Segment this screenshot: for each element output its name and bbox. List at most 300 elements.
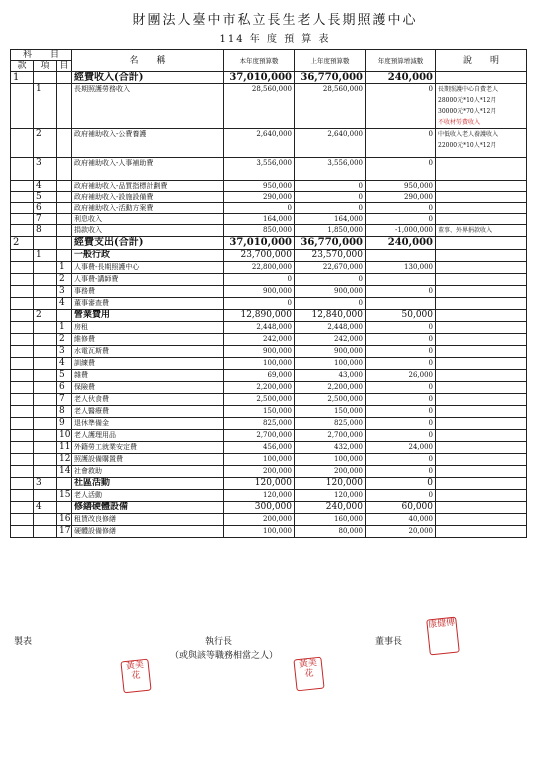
table-row xyxy=(11,418,527,430)
table-row xyxy=(11,250,527,262)
cell-kuan xyxy=(11,310,34,322)
cell-kuan xyxy=(11,394,34,406)
cell-xiang: 1 xyxy=(34,250,57,262)
seal-stamp-chairman: 康健傳 xyxy=(426,617,460,656)
cell-xiang: 5 xyxy=(34,192,57,203)
cell-mu xyxy=(57,310,72,322)
table-row xyxy=(11,286,527,298)
cell-current: 120,000 xyxy=(224,478,295,490)
table-row xyxy=(11,129,527,158)
cell-current: 242,000 xyxy=(224,334,295,346)
cell-current: 2,500,000 xyxy=(224,394,295,406)
cell-current: 12,890,000 xyxy=(224,310,295,322)
cell-current: 69,000 xyxy=(224,370,295,382)
cell-xiang xyxy=(34,430,57,442)
cell-change: 0 xyxy=(366,490,436,502)
cell-name: 人事費-長期照護中心 xyxy=(72,262,224,274)
cell-change: 0 xyxy=(366,466,436,478)
cell-mu: 17 xyxy=(57,526,72,538)
cell-mu xyxy=(57,237,72,250)
cell-change: 0 xyxy=(366,322,436,334)
cell-xiang: 4 xyxy=(34,502,57,514)
cell-change: 0 xyxy=(366,286,436,298)
table-row xyxy=(11,298,527,310)
cell-previous: 0 xyxy=(295,203,366,214)
table-row xyxy=(11,358,527,370)
cell-current: 2,200,000 xyxy=(224,382,295,394)
cell-note xyxy=(436,225,527,237)
cell-kuan xyxy=(11,84,34,129)
cell-mu xyxy=(57,72,72,84)
cell-kuan xyxy=(11,466,34,478)
table-row xyxy=(11,382,527,394)
cell-current: 950,000 xyxy=(224,181,295,192)
cell-kuan xyxy=(11,346,34,358)
note-line: 28000元*10人*12月 xyxy=(438,97,497,104)
cell-current: 900,000 xyxy=(224,346,295,358)
cell-mu xyxy=(57,250,72,262)
table-row xyxy=(11,502,527,514)
cell-xiang xyxy=(34,454,57,466)
cell-current: 2,700,000 xyxy=(224,430,295,442)
cell-previous: 12,840,000 xyxy=(295,310,366,322)
cell-name: 董事審查費 xyxy=(72,298,224,310)
cell-xiang xyxy=(34,274,57,286)
table-row xyxy=(11,84,527,129)
cell-xiang xyxy=(34,466,57,478)
table-row xyxy=(11,430,527,442)
cell-note xyxy=(436,310,527,322)
header-row-top xyxy=(11,50,527,61)
cell-kuan xyxy=(11,274,34,286)
table-row xyxy=(11,454,527,466)
cell-note xyxy=(436,334,527,346)
cell-note xyxy=(436,298,527,310)
cell-current: 37,010,000 xyxy=(224,237,295,250)
budget-table xyxy=(10,49,527,538)
cell-kuan xyxy=(11,181,34,192)
cell-note xyxy=(436,478,527,490)
cell-kuan xyxy=(11,478,34,490)
cell-mu: 3 xyxy=(57,346,72,358)
table-row xyxy=(11,274,527,286)
cell-mu: 9 xyxy=(57,418,72,430)
table-row xyxy=(11,322,527,334)
note-line-red: 不收材勞費收入 xyxy=(438,119,481,126)
cell-mu xyxy=(57,478,72,490)
table-row xyxy=(11,466,527,478)
note-line: 22000元*10人*12月 xyxy=(438,142,497,149)
cell-name: 老人活動 xyxy=(72,490,224,502)
cell-kuan xyxy=(11,526,34,538)
cell-kuan xyxy=(11,490,34,502)
cell-previous: 900,000 xyxy=(295,346,366,358)
cell-name: 硬體設備修繕 xyxy=(72,526,224,538)
cell-xiang xyxy=(34,237,57,250)
cell-previous: 3,556,000 xyxy=(295,158,366,181)
cell-previous: 22,670,000 xyxy=(295,262,366,274)
cell-name: 人事費-講師費 xyxy=(72,274,224,286)
cell-note xyxy=(436,129,527,158)
table-row xyxy=(11,346,527,358)
cell-previous: 160,000 xyxy=(295,514,366,526)
cell-current: 200,000 xyxy=(224,514,295,526)
table-row xyxy=(11,72,527,84)
cell-kuan xyxy=(11,406,34,418)
cell-name: 社會救助 xyxy=(72,466,224,478)
cell-change: 0 xyxy=(366,454,436,466)
cell-xiang xyxy=(34,358,57,370)
cell-mu: 2 xyxy=(57,334,72,346)
cell-xiang xyxy=(34,442,57,454)
cell-current: 200,000 xyxy=(224,466,295,478)
cell-kuan xyxy=(11,225,34,237)
header-change: 年度預算增減數 xyxy=(366,50,436,72)
cell-kuan xyxy=(11,203,34,214)
cell-name: 老人護理用品 xyxy=(72,430,224,442)
cell-name: 老人伙食費 xyxy=(72,394,224,406)
cell-note xyxy=(436,84,527,129)
seal-stamp-left: 黃美花 xyxy=(120,659,151,694)
cell-mu: 3 xyxy=(57,286,72,298)
cell-mu: 7 xyxy=(57,394,72,406)
table-row xyxy=(11,203,527,214)
cell-change: 24,000 xyxy=(366,442,436,454)
cell-current: 900,000 xyxy=(224,286,295,298)
cell-current: 23,700,000 xyxy=(224,250,295,262)
cell-xiang xyxy=(34,72,57,84)
table-row xyxy=(11,478,527,490)
cell-current: 164,000 xyxy=(224,214,295,225)
cell-kuan xyxy=(11,358,34,370)
table-row xyxy=(11,526,527,538)
cell-xiang xyxy=(34,370,57,382)
table-row xyxy=(11,237,527,250)
cell-name: 水電瓦斯費 xyxy=(72,346,224,358)
cell-mu xyxy=(57,203,72,214)
table-row xyxy=(11,225,527,237)
cell-note xyxy=(436,262,527,274)
cell-current: 825,000 xyxy=(224,418,295,430)
cell-name: 照護設備購置費 xyxy=(72,454,224,466)
cell-xiang: 2 xyxy=(34,129,57,158)
cell-note xyxy=(436,382,527,394)
cell-current: 100,000 xyxy=(224,454,295,466)
cell-previous: 900,000 xyxy=(295,286,366,298)
table-row xyxy=(11,490,527,502)
cell-change: 0 xyxy=(366,394,436,406)
cell-previous: 0 xyxy=(295,298,366,310)
cell-change: 26,000 xyxy=(366,370,436,382)
cell-xiang xyxy=(34,526,57,538)
table-row xyxy=(11,370,527,382)
cell-change: 20,000 xyxy=(366,526,436,538)
seal-stamp-right: 黃美花 xyxy=(293,657,324,692)
cell-mu xyxy=(57,84,72,129)
cell-mu xyxy=(57,181,72,192)
cell-name: 外籍勞工就業安定費 xyxy=(72,442,224,454)
cell-change: 0 xyxy=(366,382,436,394)
cell-kuan xyxy=(11,214,34,225)
cell-mu xyxy=(57,192,72,203)
cell-note xyxy=(436,192,527,203)
cell-change: 0 xyxy=(366,430,436,442)
cell-mu: 4 xyxy=(57,298,72,310)
cell-name: 利息收入 xyxy=(72,214,224,225)
cell-change: 0 xyxy=(366,214,436,225)
cell-name: 營業費用 xyxy=(72,310,224,322)
cell-change: 0 xyxy=(366,158,436,181)
cell-name: 房租 xyxy=(72,322,224,334)
cell-current: 120,000 xyxy=(224,490,295,502)
cell-previous: 36,770,000 xyxy=(295,72,366,84)
director-label: 執行長 xyxy=(205,637,233,647)
cell-name: 租賃改良修繕 xyxy=(72,514,224,526)
cell-previous: 0 xyxy=(295,274,366,286)
cell-current: 300,000 xyxy=(224,502,295,514)
cell-previous: 2,200,000 xyxy=(295,382,366,394)
cell-note xyxy=(436,430,527,442)
cell-mu: 5 xyxy=(57,370,72,382)
cell-current: 150,000 xyxy=(224,406,295,418)
cell-current: 100,000 xyxy=(224,358,295,370)
cell-kuan: 2 xyxy=(11,237,34,250)
cell-kuan xyxy=(11,192,34,203)
cell-name: 經費收入(合計) xyxy=(72,72,224,84)
cell-previous: 100,000 xyxy=(295,358,366,370)
cell-name: 修繕硬體設備 xyxy=(72,502,224,514)
note-line: 30000元*70人*12月 xyxy=(438,108,497,115)
cell-previous: 2,448,000 xyxy=(295,322,366,334)
cell-change xyxy=(366,298,436,310)
cell-xiang xyxy=(34,322,57,334)
cell-note xyxy=(436,274,527,286)
cell-change: 0 xyxy=(366,334,436,346)
cell-name: 政府補助收入-品質指標計劃費 xyxy=(72,181,224,192)
cell-previous: 2,640,000 xyxy=(295,129,366,158)
table-row xyxy=(11,514,527,526)
cell-note xyxy=(436,454,527,466)
note-line: 董事、外界捐款收入 xyxy=(438,227,493,234)
header-xiang: 項 xyxy=(34,61,57,72)
cell-xiang xyxy=(34,490,57,502)
cell-xiang xyxy=(34,382,57,394)
cell-note xyxy=(436,406,527,418)
cell-note xyxy=(436,250,527,262)
cell-xiang: 3 xyxy=(34,158,57,181)
cell-current: 2,640,000 xyxy=(224,129,295,158)
cell-name: 政府補助收入-設施設備費 xyxy=(72,192,224,203)
cell-mu xyxy=(57,129,72,158)
cell-kuan xyxy=(11,322,34,334)
cell-name: 一般行政 xyxy=(72,250,224,262)
cell-current: 22,800,000 xyxy=(224,262,295,274)
cell-current: 3,556,000 xyxy=(224,158,295,181)
cell-change: 0 xyxy=(366,84,436,129)
cell-note xyxy=(436,322,527,334)
cell-change: 60,000 xyxy=(366,502,436,514)
header-previous: 上年度預算數 xyxy=(295,50,366,72)
cell-mu: 10 xyxy=(57,430,72,442)
cell-note xyxy=(436,502,527,514)
cell-note xyxy=(436,514,527,526)
cell-kuan xyxy=(11,502,34,514)
cell-kuan xyxy=(11,286,34,298)
note-line: 中低收入老人養護收入 xyxy=(438,131,499,138)
cell-previous: 120,000 xyxy=(295,478,366,490)
cell-previous: 43,000 xyxy=(295,370,366,382)
cell-name: 經費支出(合計) xyxy=(72,237,224,250)
cell-current: 0 xyxy=(224,203,295,214)
cell-previous: 432,000 xyxy=(295,442,366,454)
cell-xiang xyxy=(34,262,57,274)
cell-xiang xyxy=(34,346,57,358)
cell-change: 0 xyxy=(366,478,436,490)
cell-previous: 825,000 xyxy=(295,418,366,430)
cell-note xyxy=(436,72,527,84)
table-row xyxy=(11,394,527,406)
cell-name: 政府補助收入-人事補助費 xyxy=(72,158,224,181)
table-row xyxy=(11,158,527,181)
cell-mu: 2 xyxy=(57,274,72,286)
cell-previous: 36,770,000 xyxy=(295,237,366,250)
cell-kuan xyxy=(11,334,34,346)
cell-mu: 4 xyxy=(57,358,72,370)
cell-xiang xyxy=(34,406,57,418)
cell-current: 2,448,000 xyxy=(224,322,295,334)
cell-xiang: 7 xyxy=(34,214,57,225)
cell-xiang: 3 xyxy=(34,478,57,490)
cell-mu: 12 xyxy=(57,454,72,466)
cell-note xyxy=(436,466,527,478)
cell-kuan xyxy=(11,298,34,310)
cell-kuan xyxy=(11,442,34,454)
cell-change: 0 xyxy=(366,203,436,214)
cell-xiang: 1 xyxy=(34,84,57,129)
cell-change: 0 xyxy=(366,129,436,158)
table-row xyxy=(11,192,527,203)
cell-name: 政府補助收入-活動方案費 xyxy=(72,203,224,214)
header-kemu: 科 目 xyxy=(11,50,72,61)
header-name: 名 稱 xyxy=(72,50,224,72)
cell-current: 290,000 xyxy=(224,192,295,203)
cell-previous: 120,000 xyxy=(295,490,366,502)
cell-change: 240,000 xyxy=(366,237,436,250)
cell-mu: 1 xyxy=(57,322,72,334)
cell-mu: 6 xyxy=(57,382,72,394)
cell-name: 維修費 xyxy=(72,334,224,346)
header-kuan: 款 xyxy=(11,61,34,72)
cell-current: 456,000 xyxy=(224,442,295,454)
chairman-label: 董事長 xyxy=(375,637,403,647)
cell-kuan: 1 xyxy=(11,72,34,84)
cell-note xyxy=(436,418,527,430)
cell-kuan xyxy=(11,129,34,158)
cell-change xyxy=(366,274,436,286)
cell-previous: 2,500,000 xyxy=(295,394,366,406)
cell-kuan xyxy=(11,430,34,442)
cell-mu xyxy=(57,158,72,181)
cell-note xyxy=(436,526,527,538)
cell-previous: 1,850,000 xyxy=(295,225,366,237)
document-title: 財團法人臺中市私立長生老人長期照護中心 xyxy=(132,13,418,28)
cell-name: 長期照護勞務收入 xyxy=(72,84,224,129)
cell-mu: 14 xyxy=(57,466,72,478)
cell-mu xyxy=(57,225,72,237)
cell-previous: 200,000 xyxy=(295,466,366,478)
cell-current: 0 xyxy=(224,274,295,286)
cell-name: 社區活動 xyxy=(72,478,224,490)
cell-xiang xyxy=(34,286,57,298)
cell-previous: 150,000 xyxy=(295,406,366,418)
cell-note xyxy=(436,442,527,454)
table-row xyxy=(11,442,527,454)
cell-current: 0 xyxy=(224,298,295,310)
cell-change: 950,000 xyxy=(366,181,436,192)
cell-xiang: 2 xyxy=(34,310,57,322)
cell-note xyxy=(436,181,527,192)
preparer-label: 製表 xyxy=(14,637,33,647)
director-note: （或與該等職務相當之人） xyxy=(170,651,279,661)
cell-mu: 1 xyxy=(57,262,72,274)
cell-kuan xyxy=(11,370,34,382)
cell-previous: 23,570,000 xyxy=(295,250,366,262)
cell-xiang xyxy=(34,334,57,346)
cell-mu xyxy=(57,214,72,225)
cell-name: 退休準備金 xyxy=(72,418,224,430)
cell-previous: 28,560,000 xyxy=(295,84,366,129)
cell-mu: 8 xyxy=(57,406,72,418)
cell-name: 事務費 xyxy=(72,286,224,298)
cell-name: 老人醫療費 xyxy=(72,406,224,418)
table-row xyxy=(11,334,527,346)
cell-mu: 11 xyxy=(57,442,72,454)
document-subtitle: 114 年 度 預 算 表 xyxy=(219,34,331,45)
cell-previous: 240,000 xyxy=(295,502,366,514)
cell-kuan xyxy=(11,418,34,430)
cell-change: -1,000,000 xyxy=(366,225,436,237)
cell-previous: 164,000 xyxy=(295,214,366,225)
cell-change: 130,000 xyxy=(366,262,436,274)
cell-xiang: 8 xyxy=(34,225,57,237)
cell-change: 0 xyxy=(366,418,436,430)
cell-xiang xyxy=(34,514,57,526)
cell-xiang xyxy=(34,394,57,406)
cell-mu: 16 xyxy=(57,514,72,526)
cell-previous: 100,000 xyxy=(295,454,366,466)
cell-change: 240,000 xyxy=(366,72,436,84)
cell-previous: 2,700,000 xyxy=(295,430,366,442)
cell-name: 捐款收入 xyxy=(72,225,224,237)
table-row xyxy=(11,310,527,322)
header-current: 本年度預算數 xyxy=(224,50,295,72)
table-row xyxy=(11,262,527,274)
cell-name: 雜費 xyxy=(72,370,224,382)
cell-kuan xyxy=(11,382,34,394)
cell-note xyxy=(436,214,527,225)
cell-note xyxy=(436,358,527,370)
cell-kuan xyxy=(11,514,34,526)
cell-xiang xyxy=(34,418,57,430)
table-row xyxy=(11,214,527,225)
cell-kuan xyxy=(11,158,34,181)
cell-current: 850,000 xyxy=(224,225,295,237)
cell-note xyxy=(436,490,527,502)
cell-current: 37,010,000 xyxy=(224,72,295,84)
table-row xyxy=(11,406,527,418)
cell-previous: 242,000 xyxy=(295,334,366,346)
cell-previous: 0 xyxy=(295,192,366,203)
